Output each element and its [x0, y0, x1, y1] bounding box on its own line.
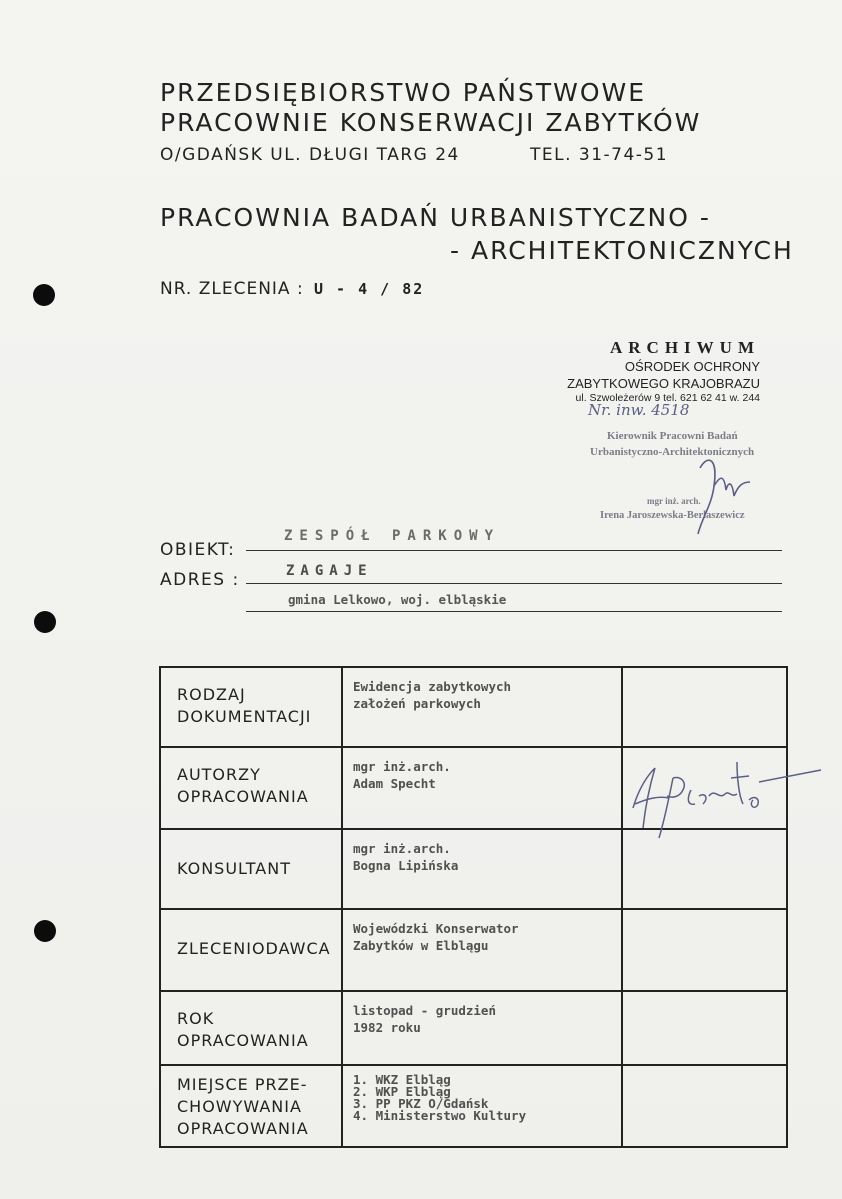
- row-label: DOKUMENTACJI: [177, 707, 312, 726]
- row-value: 3. PP PKZ O/Gdańsk: [353, 1096, 489, 1111]
- order-number-label: NR. ZLECENIA :: [160, 279, 304, 299]
- binder-hole-middle: [34, 611, 56, 633]
- archive-stamp-line-2: ZABYTKOWEGO KRAJOBRAZU: [567, 376, 760, 391]
- table-row-storage: [160, 1065, 787, 1147]
- row-label: OPRACOWANIA: [177, 1119, 309, 1138]
- table-row-client: [160, 909, 787, 991]
- head-stamp-line-1: Kierownik Pracowni Badań: [607, 430, 738, 442]
- table-cell-empty: [622, 667, 787, 747]
- address-line-1: ZAGAJE: [286, 563, 373, 579]
- row-value: 2. WKP Elbląg: [353, 1084, 451, 1099]
- archive-stamp: [560, 338, 760, 404]
- row-label: OPRACOWANIA: [177, 787, 309, 806]
- company-address: O/GDAŃSK UL. DŁUGI TARG 24: [160, 145, 460, 165]
- archive-stamp-line-3: ul. Szwoleżerów 9 tel. 621 62 41 w. 244: [575, 392, 760, 404]
- company-name: PRZEDSIĘBIORSTWO PAŃSTWOWE: [160, 78, 647, 107]
- binder-hole-top: [33, 284, 55, 306]
- author-signature: [625, 748, 825, 844]
- head-stamp-line-3: mgr inż. arch.: [647, 496, 701, 506]
- table-cell-empty: [622, 991, 787, 1065]
- row-value: 1982 roku: [353, 1020, 421, 1035]
- row-label: OPRACOWANIA: [177, 1031, 309, 1050]
- address-label: ADRES :: [160, 570, 240, 590]
- row-value: Zabytków w Elblągu: [353, 938, 489, 953]
- row-value: 4. Ministerstwo Kultury: [353, 1108, 527, 1123]
- row-value: 1. WKZ Elbląg: [353, 1072, 451, 1087]
- archive-stamp-title: ARCHIWUM: [610, 338, 760, 357]
- row-value: mgr inż.arch.: [353, 759, 451, 774]
- archive-stamp-line-1: OŚRODEK OCHRONY: [624, 359, 760, 374]
- row-label: KONSULTANT: [177, 859, 291, 878]
- head-signature-mark: [680, 446, 770, 546]
- row-label: MIEJSCE PRZE-: [177, 1075, 308, 1094]
- row-label: AUTORZY: [177, 765, 261, 784]
- row-value: założeń parkowych: [353, 696, 481, 711]
- object-label: OBIEKT:: [160, 540, 236, 560]
- documentation-table: [159, 666, 788, 1148]
- company-division: PRACOWNIE KONSERWACJI ZABYTKÓW: [160, 108, 702, 137]
- table-cell-empty: [622, 1065, 787, 1147]
- table-row-documentation-type: [160, 667, 787, 747]
- row-value: mgr inż.arch.: [353, 841, 451, 856]
- row-value: Wojewódzki Konserwator: [353, 921, 519, 936]
- table-row-year: [160, 991, 787, 1065]
- object-underline: [246, 550, 782, 551]
- row-label: ZLECENIODAWCA: [177, 939, 331, 958]
- row-label: RODZAJ: [177, 685, 246, 704]
- order-number-value: U - 4 / 82: [314, 280, 425, 298]
- table-cell-empty: [622, 909, 787, 991]
- binder-hole-bottom: [34, 920, 56, 942]
- company-phone: TEL. 31-74-51: [530, 145, 669, 165]
- address-underline-2: [246, 611, 782, 612]
- address-line-2: gmina Lelkowo, woj. elbląskie: [288, 592, 507, 607]
- address-underline-1: [246, 583, 782, 584]
- object-value: ZESPÓŁ PARKOWY: [284, 528, 501, 544]
- row-label: CHOWYWANIA: [177, 1097, 302, 1116]
- inventory-number-handwritten: Nr. inw. 4518: [588, 401, 690, 419]
- department-line-2: - ARCHITEKTONICZNYCH: [450, 236, 794, 265]
- row-value: listopad - grudzień: [353, 1003, 496, 1018]
- department-line-1: PRACOWNIA BADAŃ URBANISTYCZNO -: [160, 203, 711, 232]
- row-value: Ewidencja zabytkowych: [353, 679, 512, 694]
- head-stamp-line-2: Urbanistyczno-Architektonicznych: [590, 446, 755, 458]
- row-value: Adam Specht: [353, 776, 436, 791]
- head-stamp-line-4: Irena Jaroszewska-Berlaszewicz: [600, 510, 745, 521]
- row-value: Bogna Lipińska: [353, 858, 459, 873]
- row-label: ROK: [177, 1009, 215, 1028]
